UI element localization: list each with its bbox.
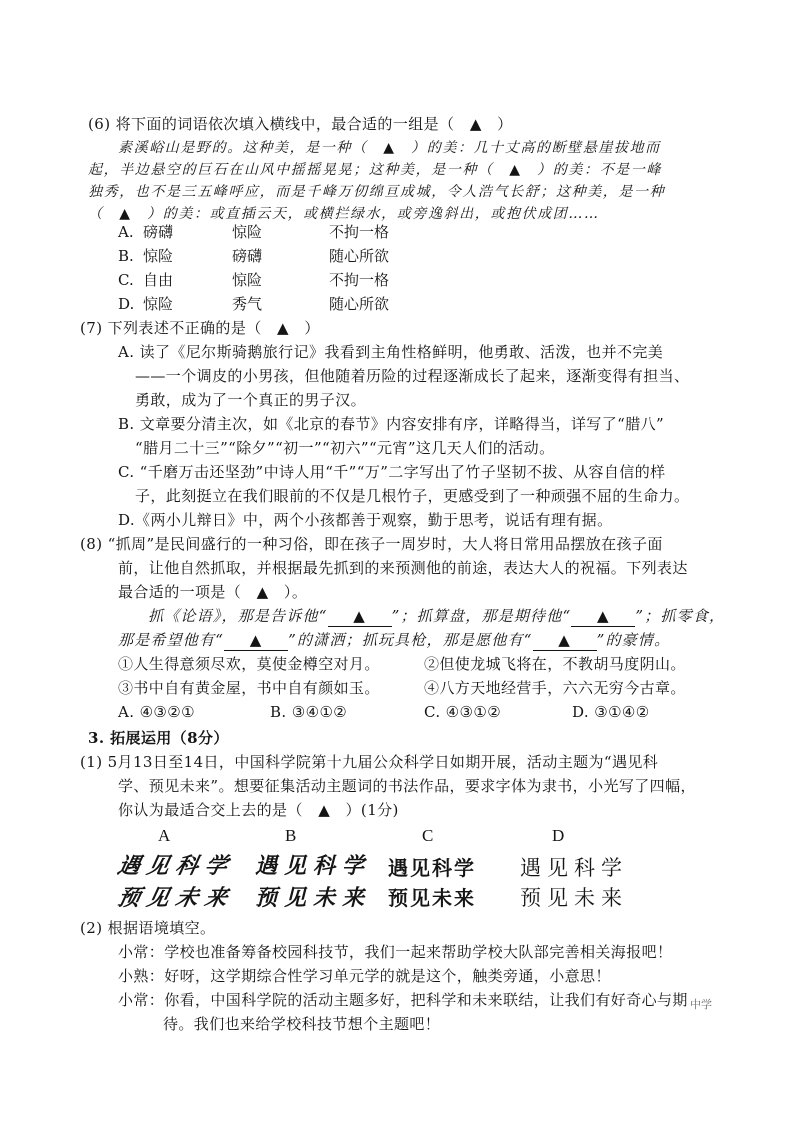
q8-choice: ①人生得意须尽欢，莫使金樽空对月。 <box>118 655 380 673</box>
option-word: 随心所欲 <box>329 247 390 265</box>
q7-option-a-cont: ——一个调皮的小男孩，但他随着历险的过程逐渐成长了起来，逐渐变得有担当、 <box>135 367 690 385</box>
calligraphy-line: 预见未来 <box>520 886 628 910</box>
q6-stem: (6) 将下面的词语依次填入横线中，最合适的一组是（ ▲ ） <box>88 115 513 133</box>
calligraphy-line: 预见未来 <box>388 886 476 910</box>
q8-passage-line <box>148 606 725 627</box>
calligraphy-label-a: A <box>158 826 171 845</box>
q8-stem-cont: 最合适的一项是（ ▲ ）。 <box>118 583 308 601</box>
option-letter: C. <box>118 271 134 289</box>
calligraphy-line: 遇见科学 <box>520 856 628 880</box>
dialogue-line: 小常：学校也准备筹备校园科技节，我们一起来帮助学校大队部完善相关海报吧！ <box>118 943 673 961</box>
option-word: 不拘一格 <box>329 223 390 241</box>
calligraphy-label-c: C <box>422 826 434 845</box>
calligraphy-line: 预见未来 <box>115 885 237 911</box>
q8-stem-cont: 前，让他自然抓取，并根据最先抓到的来预测他的前途，表达大人的祝福。下列表达 <box>118 559 688 577</box>
q8-stem: (8) “抓周”是民间盛行的一种习俗，即在孩子一周岁时，大人将日常用品摆放在孩子面 <box>80 535 663 553</box>
calligraphy-line: 预见未来 <box>255 885 372 910</box>
q8-answer-b[interactable]: B. ③④①② <box>270 703 348 721</box>
passage-text: ”；抓零食， <box>635 607 726 625</box>
q7-option-b-cont: “腊月二十三”“除夕”“初一”“初六”“元宵”这几天人们的活动。 <box>135 439 555 457</box>
passage-text: 那是希望他有“ <box>118 631 225 649</box>
q8-choice: ③书中自有黄金屋，书中自有颜如玉。 <box>118 679 380 697</box>
option-word: 磅礴 <box>232 247 263 265</box>
q7-option-b[interactable]: B. 文章要分清主次，如《北京的春节》内容安排有序，详略得当，详写了“腊八” <box>118 415 665 433</box>
option-word: 惊险 <box>143 247 174 265</box>
s3-q1-stem: (1) 5月13日至14日，中国科学院第十九届公众科学日如期开展，活动主题为“遇见科 <box>80 753 659 771</box>
calligraphy-label-b: B <box>285 826 297 845</box>
section-heading: 3. 拓展运用（8分） <box>88 729 229 747</box>
q8-passage-line <box>118 630 670 651</box>
option-letter: D. <box>118 295 135 313</box>
q7-option-d[interactable]: D.《两小儿辩日》中，两个小孩都善于观察，勤于思考，说话有理有据。 <box>118 511 613 529</box>
q8-choice: ④八方天地经营手，六六无穷今古章。 <box>424 679 686 697</box>
option-word: 随心所欲 <box>329 295 390 313</box>
passage-text: ”；抓算盘，那是期待他“ <box>391 607 572 625</box>
option-word: 不拘一格 <box>329 271 390 289</box>
q6-passage-line: 起，半边悬空的巨石在山风中摇摇晃晃；这种美，是一种（ ▲ ）的美：不是一峰 <box>88 162 662 178</box>
q8-answer-a[interactable]: A. ④③②① <box>118 703 195 721</box>
passage-text: ”的潇洒；抓玩具枪，那是愿他有“ <box>288 631 533 649</box>
s3-q2-stem: (2) 根据语境填空。 <box>80 919 216 937</box>
option-word: 惊险 <box>232 271 263 289</box>
q6-passage-line: 独秀，也不是三五峰呼应，而是千峰万仞绵亘成城，令人浩气长舒；这种美，是一种 <box>88 184 666 200</box>
dialogue-line: 小常：你看，中国科学院的活动主题多好，把科学和未来联结，让我们有好奇心与期 <box>118 991 688 1009</box>
calligraphy-line: 遇见科学 <box>255 853 372 878</box>
answer-blank[interactable]: ▲ <box>571 606 635 627</box>
dialogue-line: 小熟：好呀，这学期综合性学习单元学的就是这个，触类旁通，小意思！ <box>118 967 611 985</box>
s3-q1-stem-cont: 你认为最适合交上去的是（ ▲ ）(1分) <box>118 801 399 819</box>
option-letter: A. <box>118 223 134 241</box>
option-word: 惊险 <box>232 223 263 241</box>
option-letter: B. <box>118 247 134 265</box>
passage-text: ”的豪情。 <box>596 631 671 649</box>
q8-choice: ②但使龙城飞将在，不教胡马度阴山。 <box>424 655 686 673</box>
q6-passage-line: 素溪峪山是野的。这种美，是一种（ ▲ ）的美：几十丈高的断壁悬崖拔地而 <box>118 140 661 156</box>
q8-answer-d[interactable]: D. ③①④② <box>572 703 650 721</box>
answer-blank[interactable]: ▲ <box>533 630 597 651</box>
passage-text: 抓《论语》，那是告诉他“ <box>148 607 328 625</box>
q6-passage-line: （ ▲ ）的美：或直插云天，或横拦绿水，或旁逸斜出，或抱伏成团…… <box>88 206 600 222</box>
calligraphy-label-d: D <box>552 826 565 845</box>
calligraphy-line: 遇见科学 <box>388 856 476 880</box>
dialogue-line: 待。我们也来给学校科技节想个主题吧！ <box>163 1015 441 1033</box>
option-word: 磅礴 <box>143 223 174 241</box>
answer-blank[interactable]: ▲ <box>328 606 392 627</box>
q7-stem: (7) 下列表述不正确的是（ ▲ ） <box>80 319 320 337</box>
q7-option-c-cont: 子，此刻挺立在我们眼前的不仅是几根竹子，更感受到了一种顽强不屈的生命力。 <box>135 487 690 505</box>
answer-blank[interactable]: ▲ <box>224 630 288 651</box>
option-word: 惊险 <box>143 295 174 313</box>
q8-answer-c[interactable]: C. ④③①② <box>424 703 502 721</box>
q7-option-c[interactable]: C. “千磨万击还坚劲”中诗人用“千”“万”二字写出了竹子坚韧不拔、从容自信的样 <box>118 463 666 481</box>
option-word: 自由 <box>143 271 174 289</box>
q7-option-a[interactable]: A. 读了《尼尔斯骑鹅旅行记》我看到主角性格鲜明，他勇敢、活泼，也并不完美 <box>118 343 664 361</box>
watermark-stamp: 中学 <box>690 998 712 1011</box>
q7-option-a-cont: 勇敢，成为了一个真正的男子汉。 <box>135 391 367 409</box>
option-word: 秀气 <box>232 295 263 313</box>
calligraphy-line: 遇见科学 <box>115 853 237 879</box>
s3-q1-stem-cont: 学、预见未来”。想要征集活动主题词的书法作品，要求字体为隶书，小光写了四幅， <box>118 777 696 795</box>
